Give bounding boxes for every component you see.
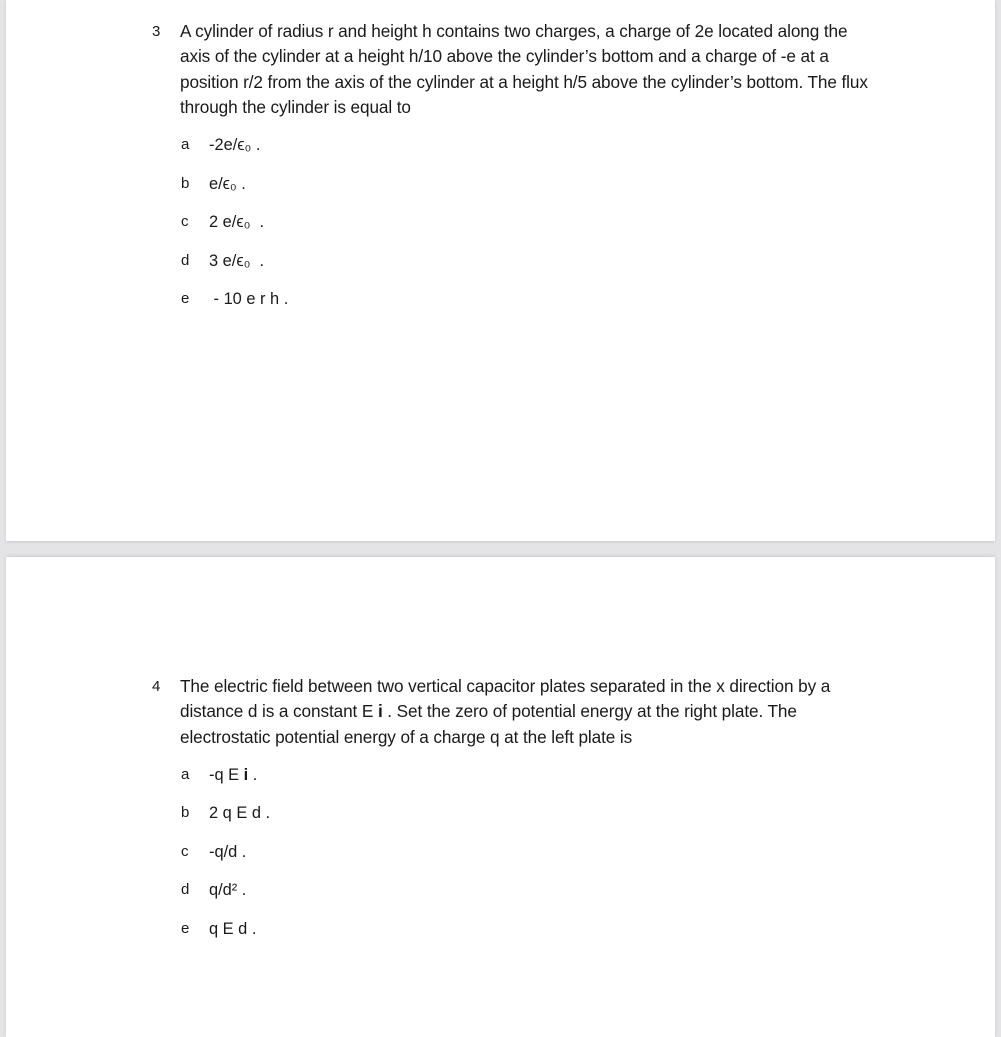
question-text: A cylinder of radius r and height h contains two charges, a charge of 2e located along the axis of the cylinder at a height h/10 above the cylinder’s bottom and a charge of -e at a position r/2 from the axis of the cylinder at a height h/5 above the cylinder’s bottom. The flux through the cylinder is equal to [180, 21, 868, 117]
answer-option-d [152, 250, 882, 289]
document-page-2 [6, 557, 995, 1037]
option-text: - 10 e r h . [209, 290, 289, 309]
question-text-part: The electric field between two vertical capacitor plates separated in the x direction by a distance d is a constant E [180, 676, 831, 722]
option-text: q/d² . [209, 881, 247, 900]
answer-options [152, 764, 882, 957]
unit-vector-i: i [377, 701, 383, 722]
option-text [209, 764, 257, 786]
option-text: 2 q E d . [209, 804, 271, 823]
answer-option-e [152, 918, 882, 957]
option-letter: d [181, 881, 190, 899]
answer-option-e [152, 288, 882, 327]
question-text [180, 674, 882, 750]
option-text: 3 e/ϵ₀ . [209, 251, 265, 270]
option-text-part: -q E [209, 765, 244, 784]
document-page-1 [6, 0, 995, 541]
option-text: e/ϵ₀ . [209, 174, 246, 193]
answer-option-a [152, 134, 882, 173]
question-number: 4 [152, 678, 161, 695]
option-text: q E d . [209, 919, 257, 938]
unit-vector-i: i [243, 765, 249, 784]
answer-option-a [152, 764, 882, 803]
option-text: -q/d . [209, 842, 247, 861]
option-text: 2 e/ϵ₀ . [209, 213, 265, 232]
option-letter: b [181, 174, 190, 192]
option-letter: e [181, 919, 190, 937]
option-letter: a [181, 136, 190, 154]
option-letter: c [181, 842, 189, 860]
option-text-part: . [248, 765, 258, 784]
option-letter: b [181, 804, 190, 822]
option-letter: d [181, 251, 190, 269]
answer-option-c [152, 211, 882, 250]
question-3 [152, 19, 882, 327]
option-letter: c [181, 213, 189, 231]
answer-option-b [152, 802, 882, 841]
answer-options [152, 134, 882, 327]
question-4 [152, 674, 882, 956]
option-letter: e [181, 290, 190, 308]
option-text: -2e/ϵ₀ . [209, 136, 261, 155]
question-text-part: . Set the zero of potential energy at the right plate. The electrostatic potential energy of a charge q at the left plate is [180, 701, 797, 747]
option-letter: a [181, 765, 190, 783]
answer-option-c [152, 841, 882, 880]
answer-option-b [152, 173, 882, 212]
answer-option-d [152, 879, 882, 918]
question-number: 3 [152, 23, 161, 40]
